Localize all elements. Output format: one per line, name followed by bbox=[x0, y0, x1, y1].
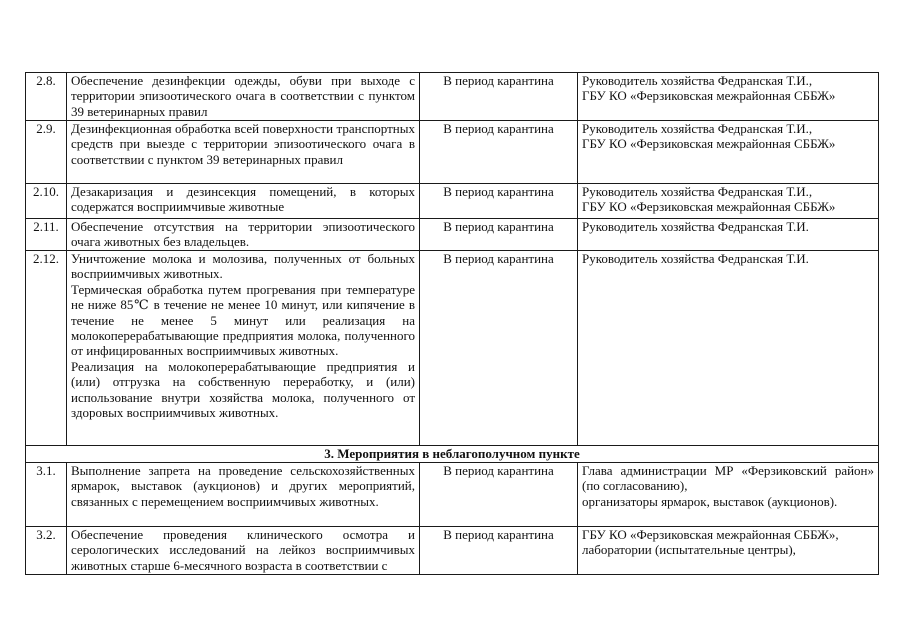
responsible-cell: ГБУ КО «Ферзиковская межрайонная СББЖ», лаборатории (испытательные центры), bbox=[578, 527, 879, 575]
responsible-cell: Руководитель хозяйства Федранская Т.И. bbox=[578, 219, 879, 251]
section-header-row bbox=[26, 446, 879, 463]
responsible-cell: Руководитель хозяйства Федранская Т.И., ГБУ КО «Ферзиковская межрайонная СББЖ» bbox=[578, 184, 879, 219]
row-number: 3.1. bbox=[26, 463, 67, 527]
measure-description: Дезинфекционная обработка всей поверхности транспортных средств при выезде с территории эпизоотического очага в соответствии с пунктом 39 ветеринарных правил bbox=[67, 121, 420, 184]
table-row bbox=[26, 219, 879, 251]
measure-description: Обеспечение проведения клинического осмотра и серологических исследований на лейкоз восприимчивых животных старше 6-месячного возраста в соответствии с bbox=[67, 527, 420, 575]
period-cell: В период карантина bbox=[420, 463, 578, 527]
responsible-cell: Руководитель хозяйства Федранская Т.И., ГБУ КО «Ферзиковская межрайонная СББЖ» bbox=[578, 121, 879, 184]
period-cell: В период карантина bbox=[420, 184, 578, 219]
measure-description: Обеспечение отсутствия на территории эпизоотического очага животных без владельцев. bbox=[67, 219, 420, 251]
period-cell: В период карантина bbox=[420, 251, 578, 446]
responsible-cell: Руководитель хозяйства Федранская Т.И. bbox=[578, 251, 879, 446]
table-row bbox=[26, 121, 879, 184]
measure-description: Уничтожение молока и молозива, полученных от больных восприимчивых животных. Термическая обработка путем прогревания при температуре не ниже 85℃ в течение не менее 10 минут, или кипячение в течение не менее 5 минут или реализация на молокоперерабатывающие предприятия молока, полученного от инфицированных восприимчивых животных. Реализация на молокоперерабатывающие предприятия и (или) отгрузка на собственную переработку, и (или) использование внутри хозяйства молока, полученного от здоровых восприимчивых животных. bbox=[67, 251, 420, 446]
row-number: 2.9. bbox=[26, 121, 67, 184]
period-cell: В период карантина bbox=[420, 527, 578, 575]
measure-description: Выполнение запрета на проведение сельскохозяйственных ярмарок, выставок (аукционов) и других мероприятий, связанных с перемещением восприимчивых животных. bbox=[67, 463, 420, 527]
measure-description: Обеспечение дезинфекции одежды, обуви при выходе с территории эпизоотического очага в соответствии с пунктом 39 ветеринарных правил bbox=[67, 73, 420, 121]
row-number: 2.8. bbox=[26, 73, 67, 121]
table-row bbox=[26, 73, 879, 121]
table-row bbox=[26, 463, 879, 527]
period-cell: В период карантина bbox=[420, 219, 578, 251]
section-title: 3. Мероприятия в неблагополучном пункте bbox=[26, 446, 879, 463]
measure-description: Дезакаризация и дезинсекция помещений, в которых содержатся восприимчивые животные bbox=[67, 184, 420, 219]
period-cell: В период карантина bbox=[420, 121, 578, 184]
measures-table bbox=[25, 72, 879, 575]
responsible-cell: Руководитель хозяйства Федранская Т.И., ГБУ КО «Ферзиковская межрайонная СББЖ» bbox=[578, 73, 879, 121]
row-number: 3.2. bbox=[26, 527, 67, 575]
table-row bbox=[26, 527, 879, 575]
table-row bbox=[26, 251, 879, 446]
period-cell: В период карантина bbox=[420, 73, 578, 121]
responsible-cell: Глава администрации МР «Ферзиковский район» (по согласованию), организаторы ярмарок, выставок (аукционов). bbox=[578, 463, 879, 527]
row-number: 2.10. bbox=[26, 184, 67, 219]
row-number: 2.12. bbox=[26, 251, 67, 446]
table-row bbox=[26, 184, 879, 219]
row-number: 2.11. bbox=[26, 219, 67, 251]
